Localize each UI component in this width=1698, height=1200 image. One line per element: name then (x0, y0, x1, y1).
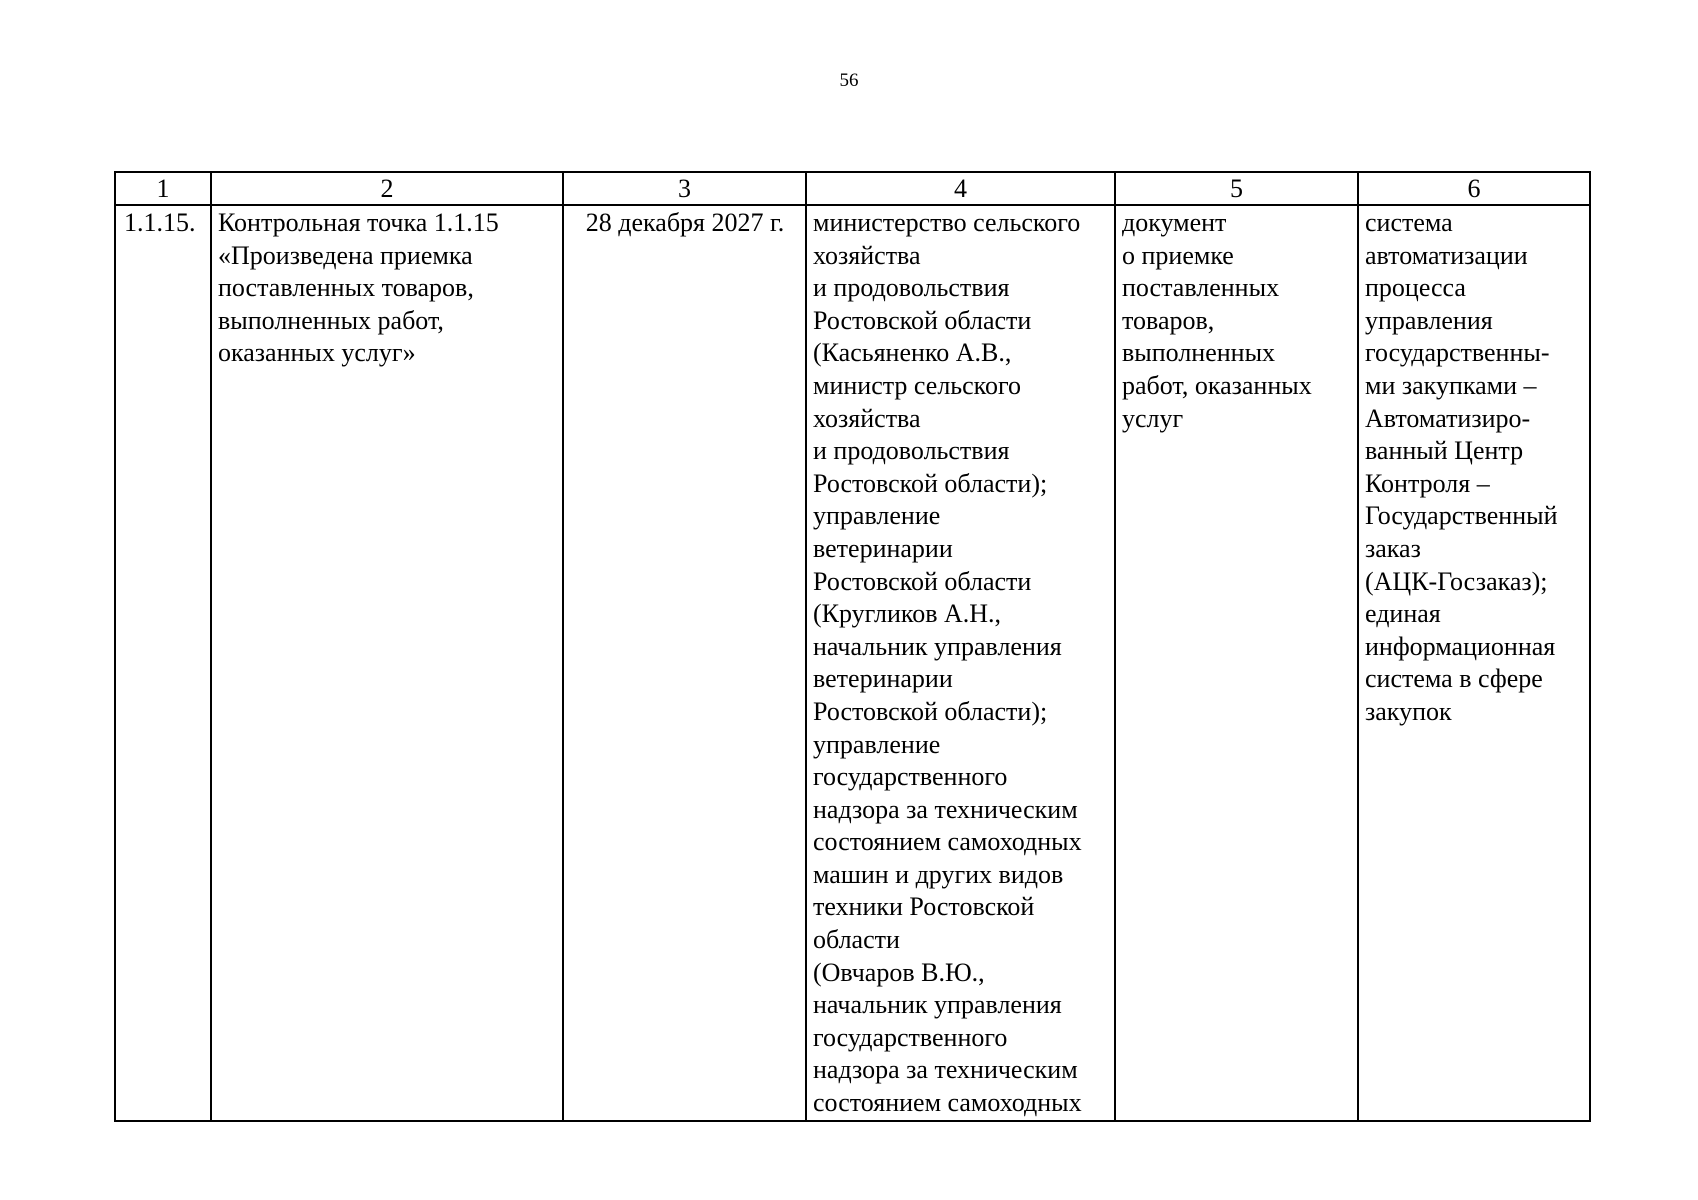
column-header-3: 3 (563, 172, 806, 205)
column-header-1: 1 (115, 172, 211, 205)
text-line: государственны- (1365, 338, 1550, 368)
cell-name-text (212, 206, 562, 370)
text-line: ми закупками – (1365, 370, 1537, 400)
text-line: информационная (1365, 631, 1556, 661)
text-line: машин и других видов (813, 859, 1064, 889)
table-row (115, 205, 1590, 1121)
text-line: управление (813, 501, 941, 531)
text-line: выполненных работ, (218, 305, 444, 335)
text-line: (Овчаров В.Ю., (813, 957, 985, 987)
text-line: оказанных услуг» (218, 338, 416, 368)
column-header-4: 4 (806, 172, 1115, 205)
text-line: (Кругликов А.Н., (813, 599, 1002, 629)
text-line: государственного (813, 1022, 1008, 1052)
text-line: министр сельского (813, 370, 1022, 400)
column-header-5: 5 (1115, 172, 1358, 205)
text-line: министерство сельского (813, 208, 1081, 237)
text-line: состоянием самоходных (813, 1088, 1082, 1118)
text-line: автоматизации (1365, 240, 1528, 270)
cell-number (115, 205, 211, 1121)
text-line: система в сфере (1365, 664, 1543, 694)
text-line: Ростовской области (813, 566, 1032, 596)
page-number: 56 (839, 70, 859, 91)
text-line: Ростовской области); (813, 468, 1048, 498)
text-line: хозяйства (813, 403, 921, 433)
text-line: государственного (813, 762, 1008, 792)
text-line: единая (1365, 599, 1441, 629)
cell-number-text (116, 206, 210, 240)
text-line: поставленных товаров, (218, 273, 474, 303)
text-line: Ростовской области); (813, 696, 1048, 726)
text-line: система (1365, 208, 1453, 237)
text-line: начальник управления (813, 631, 1062, 661)
table-header-row (115, 172, 1590, 205)
text-line: процесса (1365, 273, 1466, 303)
column-header-6: 6 (1358, 172, 1590, 205)
cell-document (1115, 205, 1358, 1121)
cell-date (563, 205, 806, 1121)
text-line: заказ (1365, 533, 1421, 563)
cell-responsible-text (807, 206, 1114, 1120)
text-line: 1.1.15. (124, 208, 196, 237)
text-line: выполненных (1122, 338, 1276, 368)
text-line: ветеринарии (813, 664, 953, 694)
text-line: надзора за техническим (813, 1055, 1078, 1085)
text-line: и продовольствия (813, 273, 1010, 303)
text-line: хозяйства (813, 240, 921, 270)
text-line: товаров, (1122, 305, 1215, 335)
text-line: Автоматизиро- (1365, 403, 1531, 433)
text-line: (Касьяненко А.В., (813, 338, 1012, 368)
text-line: работ, оказанных (1122, 370, 1312, 400)
cell-responsible (806, 205, 1115, 1121)
cell-document-text (1116, 206, 1357, 435)
text-line: управления (1365, 305, 1493, 335)
text-line: начальник управления (813, 990, 1062, 1020)
text-line: ванный Центр (1365, 436, 1524, 466)
text-line: услуг (1122, 403, 1184, 433)
cell-date-text (564, 206, 805, 240)
text-line: «Произведена приемка (218, 240, 473, 270)
text-line: документ (1122, 208, 1227, 237)
cell-system-text (1359, 206, 1589, 729)
text-line: ветеринарии (813, 533, 953, 563)
text-line: поставленных (1122, 273, 1280, 303)
text-line: Ростовской области (813, 305, 1032, 335)
cell-system (1358, 205, 1590, 1121)
text-line: (АЦК-Госзаказ); (1365, 566, 1548, 596)
text-line: состоянием самоходных (813, 827, 1082, 857)
column-header-2: 2 (211, 172, 563, 205)
text-line: закупок (1365, 696, 1452, 726)
text-line: о приемке (1122, 240, 1234, 270)
text-line: области (813, 925, 900, 955)
text-line: надзора за техническим (813, 794, 1078, 824)
text-line: 28 декабря 2027 г. (585, 208, 785, 237)
cell-name (211, 205, 563, 1121)
text-line: и продовольствия (813, 436, 1010, 466)
text-line: Контрольная точка 1.1.15 (218, 208, 499, 237)
control-point-table (114, 171, 1591, 1122)
text-line: Государственный (1365, 501, 1558, 531)
text-line: Контроля – (1365, 468, 1490, 498)
text-line: техники Ростовской (813, 892, 1035, 922)
text-line: управление (813, 729, 941, 759)
